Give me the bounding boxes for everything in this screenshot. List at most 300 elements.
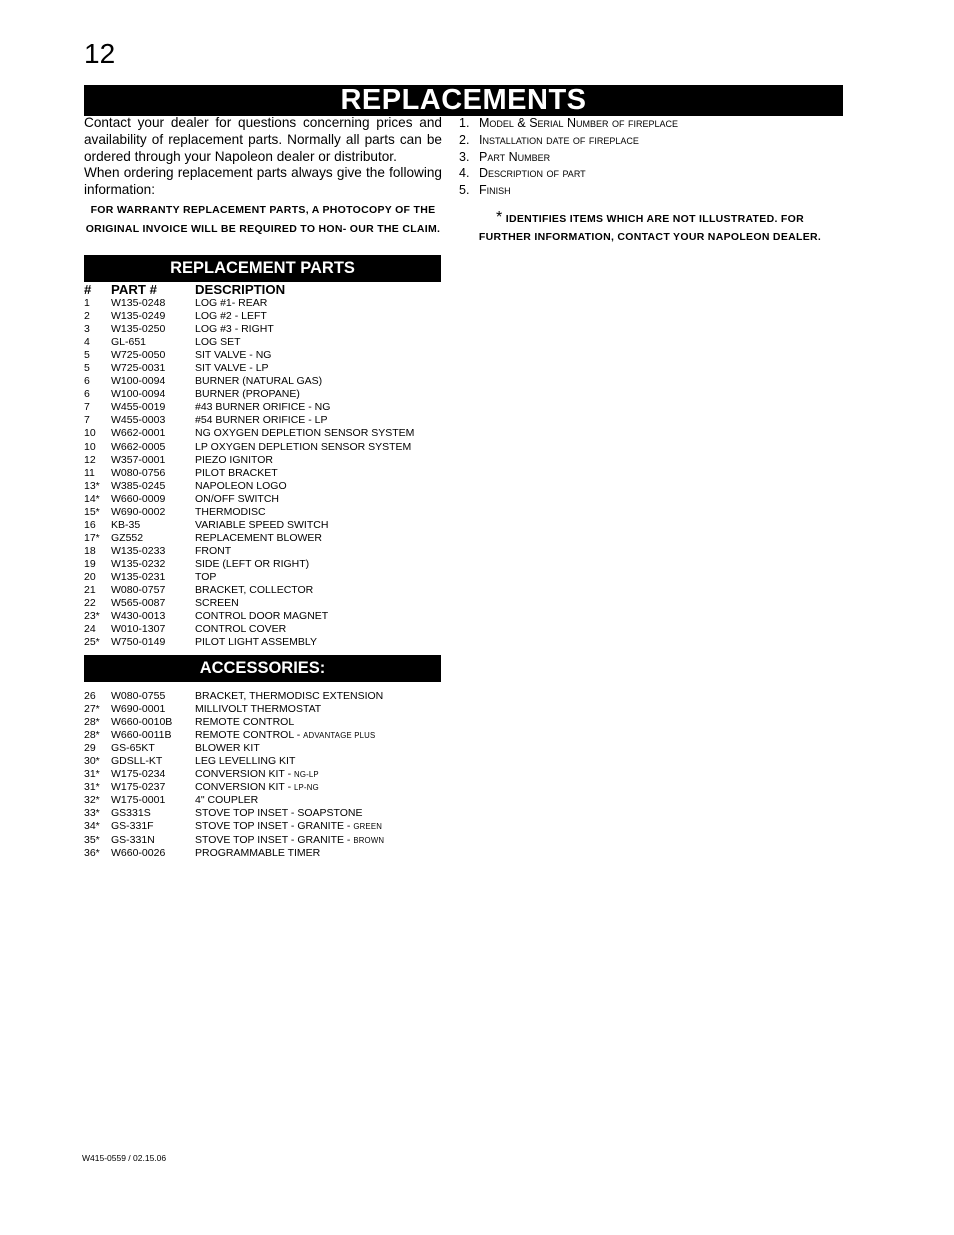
row-description bbox=[195, 388, 445, 401]
row-part-number-text: GS-331F bbox=[111, 820, 154, 833]
not-illustrated-note bbox=[459, 209, 839, 246]
row-number-text: 34* bbox=[84, 820, 100, 833]
row-number-text: 7 bbox=[84, 414, 90, 427]
row-description-text: REMOTE CONTROL bbox=[195, 716, 295, 729]
row-description bbox=[195, 703, 445, 716]
info-list-text: Model & Serial Number of fireplace bbox=[479, 116, 679, 130]
row-description bbox=[195, 755, 445, 768]
table-row bbox=[84, 794, 445, 807]
info-list-item bbox=[459, 165, 839, 182]
row-number-text: 11 bbox=[84, 466, 95, 479]
row-part-number-text: W660-0011B bbox=[111, 729, 172, 742]
row-description bbox=[195, 690, 445, 703]
table-row bbox=[84, 597, 445, 610]
row-number-text: 16 bbox=[84, 518, 96, 531]
row-number bbox=[84, 610, 111, 623]
row-number-text: 5 bbox=[84, 362, 90, 375]
row-number bbox=[84, 597, 111, 610]
row-description bbox=[195, 623, 445, 636]
row-description bbox=[195, 781, 445, 794]
row-description bbox=[195, 310, 445, 323]
table-row bbox=[84, 755, 445, 768]
row-number-text: 6 bbox=[84, 388, 90, 401]
row-number bbox=[84, 781, 111, 794]
row-description-text: STOVE TOP INSET - SOAPSTONE bbox=[195, 807, 363, 820]
row-description-text: BURNER (PROPANE) bbox=[195, 388, 300, 401]
row-number bbox=[84, 362, 111, 375]
table-row bbox=[84, 807, 445, 820]
row-description-text: TOP bbox=[195, 570, 217, 583]
row-part-number-text: W725-0050 bbox=[111, 349, 166, 362]
row-description bbox=[195, 742, 445, 755]
row-number bbox=[84, 768, 111, 781]
row-number bbox=[84, 454, 111, 467]
row-description-text: LP OXYGEN DEPLETION SENSOR SYSTEM bbox=[195, 440, 412, 453]
row-part-number bbox=[111, 519, 195, 532]
row-part-number bbox=[111, 794, 195, 807]
row-part-number bbox=[111, 781, 195, 794]
row-description bbox=[195, 493, 445, 506]
row-part-number bbox=[111, 847, 195, 860]
row-description-text: LOG #2 - LEFT bbox=[195, 310, 267, 323]
row-number-text: 36* bbox=[84, 846, 100, 859]
table-row bbox=[84, 768, 445, 781]
row-number bbox=[84, 388, 111, 401]
info-list-text: Finish bbox=[479, 183, 511, 198]
row-description-text: LOG #1- REAR bbox=[195, 297, 268, 309]
row-description bbox=[195, 636, 445, 649]
row-number-text: 23* bbox=[84, 610, 100, 623]
page-title: REPLACEMENTS bbox=[84, 85, 843, 116]
replacement-parts-table bbox=[84, 282, 445, 649]
row-part-number bbox=[111, 336, 195, 349]
row-number-text: 3 bbox=[84, 323, 90, 336]
row-number-text: 12 bbox=[84, 453, 96, 466]
row-part-number bbox=[111, 362, 195, 375]
row-part-number-text: W010-1307 bbox=[111, 623, 166, 636]
row-number bbox=[84, 807, 111, 820]
row-part-number bbox=[111, 755, 195, 768]
row-number-text: 28* bbox=[84, 729, 100, 742]
row-part-number bbox=[111, 467, 195, 480]
row-part-number-text: W690-0001 bbox=[111, 703, 166, 716]
row-part-number bbox=[111, 820, 195, 833]
row-part-number-text: W175-0001 bbox=[111, 794, 166, 807]
table-row bbox=[84, 323, 445, 336]
table-row bbox=[84, 636, 445, 649]
row-part-number bbox=[111, 807, 195, 820]
row-number-text: 22 bbox=[84, 597, 96, 610]
row-description-text: CONVERSION KIT - bbox=[195, 781, 294, 794]
row-number-text: 19 bbox=[84, 557, 96, 570]
row-description-text: NAPOLEON LOGO bbox=[195, 479, 287, 492]
row-part-number-text: GS-331N bbox=[111, 833, 155, 846]
intro-text bbox=[84, 115, 442, 199]
row-part-number-text: W750-0149 bbox=[111, 636, 166, 649]
row-description-text: BLOWER KIT bbox=[195, 742, 260, 755]
row-description-variant: GREEN bbox=[353, 822, 383, 832]
row-number-text: 32* bbox=[84, 794, 100, 807]
row-description-text: CONTROL COVER bbox=[195, 623, 287, 636]
row-part-number bbox=[111, 690, 195, 703]
table-row bbox=[84, 454, 445, 467]
row-number-text: 21 bbox=[84, 584, 96, 597]
row-number-text: 27* bbox=[84, 703, 100, 716]
table-row bbox=[84, 297, 445, 310]
row-number bbox=[84, 427, 111, 440]
row-description-text: VARIABLE SPEED SWITCH bbox=[195, 518, 329, 531]
table-row bbox=[84, 336, 445, 349]
row-part-number bbox=[111, 558, 195, 571]
row-description-text: THERMODISC bbox=[195, 505, 266, 518]
row-description bbox=[195, 820, 445, 833]
table-row bbox=[84, 571, 445, 584]
row-number-text: 17* bbox=[84, 531, 100, 544]
row-number bbox=[84, 729, 111, 742]
info-section bbox=[459, 115, 839, 246]
row-part-number-text: W100-0094 bbox=[111, 375, 166, 388]
row-part-number bbox=[111, 597, 195, 610]
table-row bbox=[84, 310, 445, 323]
info-list-text: Description of part bbox=[479, 166, 586, 181]
row-part-number bbox=[111, 441, 195, 454]
row-number-text: 6 bbox=[84, 375, 90, 388]
row-part-number bbox=[111, 454, 195, 467]
row-number bbox=[84, 441, 111, 454]
row-number bbox=[84, 571, 111, 584]
row-number bbox=[84, 310, 111, 323]
row-number bbox=[84, 623, 111, 636]
row-part-number bbox=[111, 388, 195, 401]
row-number-text: 29 bbox=[84, 742, 96, 755]
row-number-text: 20 bbox=[84, 570, 96, 583]
row-number-text: 5 bbox=[84, 349, 90, 362]
row-description-text: STOVE TOP INSET - GRANITE - bbox=[195, 820, 354, 833]
row-part-number-text: W565-0087 bbox=[111, 597, 166, 610]
row-description bbox=[195, 571, 445, 584]
row-number bbox=[84, 690, 111, 703]
table-row bbox=[84, 467, 445, 480]
row-number bbox=[84, 297, 111, 310]
info-list-item bbox=[459, 149, 839, 166]
row-part-number bbox=[111, 716, 195, 729]
table-row bbox=[84, 545, 445, 558]
row-part-number-text: W135-0233 bbox=[111, 544, 166, 557]
table-header-row bbox=[84, 282, 445, 297]
row-number-text: 15* bbox=[84, 505, 100, 518]
row-number bbox=[84, 323, 111, 336]
table-row bbox=[84, 834, 445, 847]
row-number bbox=[84, 584, 111, 597]
row-number bbox=[84, 414, 111, 427]
row-part-number bbox=[111, 323, 195, 336]
row-part-number bbox=[111, 493, 195, 506]
row-number-text: 25* bbox=[84, 636, 100, 649]
row-description-text: PILOT BRACKET bbox=[195, 466, 278, 479]
row-description bbox=[195, 401, 445, 414]
row-number-text: 7 bbox=[84, 401, 90, 414]
info-list-item bbox=[459, 182, 839, 199]
accessories-table-body bbox=[84, 690, 445, 860]
row-part-number bbox=[111, 375, 195, 388]
row-part-number-text: W660-0026 bbox=[111, 846, 166, 859]
accessories-heading: ACCESSORIES: bbox=[84, 655, 441, 682]
table-row bbox=[84, 480, 445, 493]
row-description bbox=[195, 519, 445, 532]
table-row bbox=[84, 532, 445, 545]
row-description-text: CONTROL DOOR MAGNET bbox=[195, 610, 329, 623]
row-number bbox=[84, 742, 111, 755]
info-list-number: 3. bbox=[459, 149, 470, 164]
row-number-text: 4 bbox=[84, 336, 90, 349]
row-part-number-text: W135-0231 bbox=[111, 570, 166, 583]
row-part-number bbox=[111, 401, 195, 414]
row-part-number-text: KB-35 bbox=[111, 518, 141, 531]
row-description bbox=[195, 467, 445, 480]
row-number-text: 10 bbox=[84, 427, 96, 440]
table-row bbox=[84, 519, 445, 532]
row-description-text: STOVE TOP INSET - GRANITE - bbox=[195, 833, 354, 846]
row-description bbox=[195, 427, 445, 440]
row-part-number-text: W662-0005 bbox=[111, 440, 166, 453]
row-number bbox=[84, 519, 111, 532]
row-description bbox=[195, 532, 445, 545]
row-number bbox=[84, 467, 111, 480]
row-description bbox=[195, 794, 445, 807]
row-description-text: #43 BURNER ORIFICE - NG bbox=[195, 401, 331, 414]
row-description bbox=[195, 847, 445, 860]
table-row bbox=[84, 610, 445, 623]
row-description bbox=[195, 297, 445, 310]
row-number bbox=[84, 558, 111, 571]
row-number bbox=[84, 532, 111, 545]
row-description bbox=[195, 545, 445, 558]
table-row bbox=[84, 375, 445, 388]
row-number-text: 30* bbox=[84, 755, 100, 768]
row-number-text: 1 bbox=[84, 297, 90, 309]
row-number-text: 33* bbox=[84, 807, 100, 820]
parts-table-body bbox=[84, 297, 445, 649]
document-code: W415-0559 / 02.15.06 bbox=[82, 1153, 167, 1163]
row-part-number-text: W100-0094 bbox=[111, 388, 166, 401]
row-number-text: 14* bbox=[84, 492, 100, 505]
row-description-text: PIEZO IGNITOR bbox=[195, 453, 273, 466]
row-part-number-text: GZ552 bbox=[111, 531, 144, 544]
row-part-number bbox=[111, 480, 195, 493]
row-description-text: SCREEN bbox=[195, 597, 239, 610]
row-number bbox=[84, 349, 111, 362]
intro-paragraph-1: Contact your dealer for questions concerning prices and availability of replacement parts. Normally all parts can be ordered through your Napoleon dealer or distributor. bbox=[84, 115, 442, 164]
row-description bbox=[195, 807, 445, 820]
row-number bbox=[84, 794, 111, 807]
row-number bbox=[84, 480, 111, 493]
row-description-variant: NG-LP bbox=[294, 770, 319, 780]
row-description bbox=[195, 597, 445, 610]
replacement-parts-heading: REPLACEMENT PARTS bbox=[84, 255, 441, 282]
row-part-number-text: W690-0002 bbox=[111, 505, 166, 518]
row-number-text: 10 bbox=[84, 440, 96, 453]
row-description bbox=[195, 349, 445, 362]
row-part-number-text: W135-0248 bbox=[111, 297, 166, 309]
row-number-text: 2 bbox=[84, 310, 90, 323]
info-list-number: 5. bbox=[459, 183, 470, 198]
info-list-number: 4. bbox=[459, 166, 470, 181]
row-number bbox=[84, 636, 111, 649]
intro-paragraph-2: When ordering replacement parts always give the following information: bbox=[84, 165, 442, 198]
row-description bbox=[195, 610, 445, 623]
row-part-number-text: GS331S bbox=[111, 807, 151, 820]
row-number bbox=[84, 834, 111, 847]
row-part-number-text: W357-0001 bbox=[111, 453, 166, 466]
row-description-text: SIT VALVE - NG bbox=[195, 349, 272, 362]
row-part-number-text: GS-65KT bbox=[111, 742, 155, 755]
row-number bbox=[84, 375, 111, 388]
table-row bbox=[84, 584, 445, 597]
row-number bbox=[84, 401, 111, 414]
row-description-text: CONVERSION KIT - bbox=[195, 768, 294, 781]
row-description-text: BRACKET, THERMODISC EXTENSION bbox=[195, 690, 384, 702]
table-row bbox=[84, 441, 445, 454]
row-part-number-text: W135-0232 bbox=[111, 557, 166, 570]
row-description-variant: BROWN bbox=[353, 835, 385, 845]
table-row bbox=[84, 349, 445, 362]
row-part-number bbox=[111, 610, 195, 623]
row-description bbox=[195, 441, 445, 454]
table-row bbox=[84, 623, 445, 636]
info-list-item bbox=[459, 115, 839, 132]
table-row bbox=[84, 558, 445, 571]
table-row bbox=[84, 362, 445, 375]
row-description-text: MILLIVOLT THERMOSTAT bbox=[195, 703, 322, 716]
row-description-text: REPLACEMENT BLOWER bbox=[195, 531, 322, 544]
row-part-number-text: W662-0001 bbox=[111, 427, 166, 440]
row-number-text: 28* bbox=[84, 716, 100, 729]
row-part-number bbox=[111, 768, 195, 781]
row-description-text: LOG SET bbox=[195, 336, 241, 349]
table-row bbox=[84, 493, 445, 506]
row-number bbox=[84, 716, 111, 729]
row-number-text: 35* bbox=[84, 833, 100, 846]
row-description-variant: ADVANTAGE PLUS bbox=[303, 731, 376, 741]
row-description bbox=[195, 414, 445, 427]
row-number bbox=[84, 545, 111, 558]
row-number bbox=[84, 493, 111, 506]
row-number-text: 18 bbox=[84, 544, 96, 557]
row-description-text: FRONT bbox=[195, 544, 232, 557]
row-part-number bbox=[111, 636, 195, 649]
row-description bbox=[195, 454, 445, 467]
row-description-text: PROGRAMMABLE TIMER bbox=[195, 846, 321, 859]
table-row bbox=[84, 414, 445, 427]
row-number bbox=[84, 703, 111, 716]
asterisk-symbol: * bbox=[496, 208, 503, 226]
row-part-number-text: W385-0245 bbox=[111, 479, 166, 492]
page-number: 12 bbox=[84, 38, 116, 69]
row-description bbox=[195, 729, 445, 742]
row-description-text: LOG #3 - RIGHT bbox=[195, 323, 274, 336]
row-description bbox=[195, 323, 445, 336]
row-description-text: BURNER (NATURAL GAS) bbox=[195, 375, 323, 388]
row-part-number-text: W660-0009 bbox=[111, 492, 166, 505]
row-part-number bbox=[111, 584, 195, 597]
warranty-notice: FOR WARRANTY REPLACEMENT PARTS, A PHOTOCOPY OF THE ORIGINAL INVOICE WILL BE REQUIRED TO HON- OUR THE CLAIM. bbox=[85, 203, 441, 235]
row-part-number-text: W135-0249 bbox=[111, 310, 166, 323]
row-part-number bbox=[111, 729, 195, 742]
row-part-number-text: GL-651 bbox=[111, 336, 147, 349]
intro-section bbox=[84, 115, 442, 238]
row-part-number-text: W455-0019 bbox=[111, 401, 166, 414]
row-description bbox=[195, 834, 445, 847]
column-header-description: DESCRIPTION bbox=[195, 282, 286, 297]
row-part-number-text: W135-0250 bbox=[111, 323, 166, 336]
table-row bbox=[84, 729, 445, 742]
table-row bbox=[84, 716, 445, 729]
row-description bbox=[195, 716, 445, 729]
table-row bbox=[84, 742, 445, 755]
info-list bbox=[459, 115, 839, 199]
info-list-text: Installation date of fireplace bbox=[479, 132, 639, 147]
row-description-text: BRACKET, COLLECTOR bbox=[195, 584, 314, 597]
table-row bbox=[84, 427, 445, 440]
row-number-text: 31* bbox=[84, 768, 100, 781]
column-header-part: PART # bbox=[111, 282, 157, 297]
row-number-text: 13* bbox=[84, 479, 100, 492]
row-part-number bbox=[111, 532, 195, 545]
row-part-number-text: W080-0757 bbox=[111, 584, 166, 597]
row-description bbox=[195, 336, 445, 349]
row-number bbox=[84, 755, 111, 768]
row-part-number bbox=[111, 506, 195, 519]
row-part-number-text: W430-0013 bbox=[111, 610, 166, 623]
row-part-number-text: W725-0031 bbox=[111, 362, 166, 375]
row-part-number-text: W660-0010B bbox=[111, 716, 173, 729]
row-part-number bbox=[111, 310, 195, 323]
row-number bbox=[84, 336, 111, 349]
row-number bbox=[84, 506, 111, 519]
table-row bbox=[84, 703, 445, 716]
row-number-text: 26 bbox=[84, 690, 96, 702]
row-description bbox=[195, 558, 445, 571]
table-row bbox=[84, 781, 445, 794]
row-part-number-text: W080-0755 bbox=[111, 690, 166, 702]
row-description bbox=[195, 480, 445, 493]
row-description-text: SIDE (LEFT OR RIGHT) bbox=[195, 557, 310, 570]
info-list-number: 2. bbox=[459, 132, 470, 147]
row-description-text: REMOTE CONTROL - bbox=[195, 729, 304, 742]
row-description bbox=[195, 375, 445, 388]
row-part-number bbox=[111, 834, 195, 847]
row-part-number bbox=[111, 703, 195, 716]
row-part-number bbox=[111, 742, 195, 755]
info-list-number: 1. bbox=[459, 116, 470, 130]
row-part-number-text: GDSLL-KT bbox=[111, 755, 163, 768]
row-description-text: NG OXYGEN DEPLETION SENSOR SYSTEM bbox=[195, 427, 415, 440]
row-part-number bbox=[111, 349, 195, 362]
row-description-text: PILOT LIGHT ASSEMBLY bbox=[195, 636, 317, 649]
column-header-number: # bbox=[84, 282, 92, 297]
row-part-number bbox=[111, 414, 195, 427]
row-part-number bbox=[111, 623, 195, 636]
row-part-number-text: W080-0756 bbox=[111, 466, 166, 479]
table-row bbox=[84, 820, 445, 833]
row-description-text: ON/OFF SWITCH bbox=[195, 492, 279, 505]
table-row bbox=[84, 506, 445, 519]
row-description bbox=[195, 506, 445, 519]
table-row bbox=[84, 388, 445, 401]
info-list-text: Part Number bbox=[479, 149, 551, 164]
table-row bbox=[84, 690, 445, 703]
table-row bbox=[84, 847, 445, 860]
